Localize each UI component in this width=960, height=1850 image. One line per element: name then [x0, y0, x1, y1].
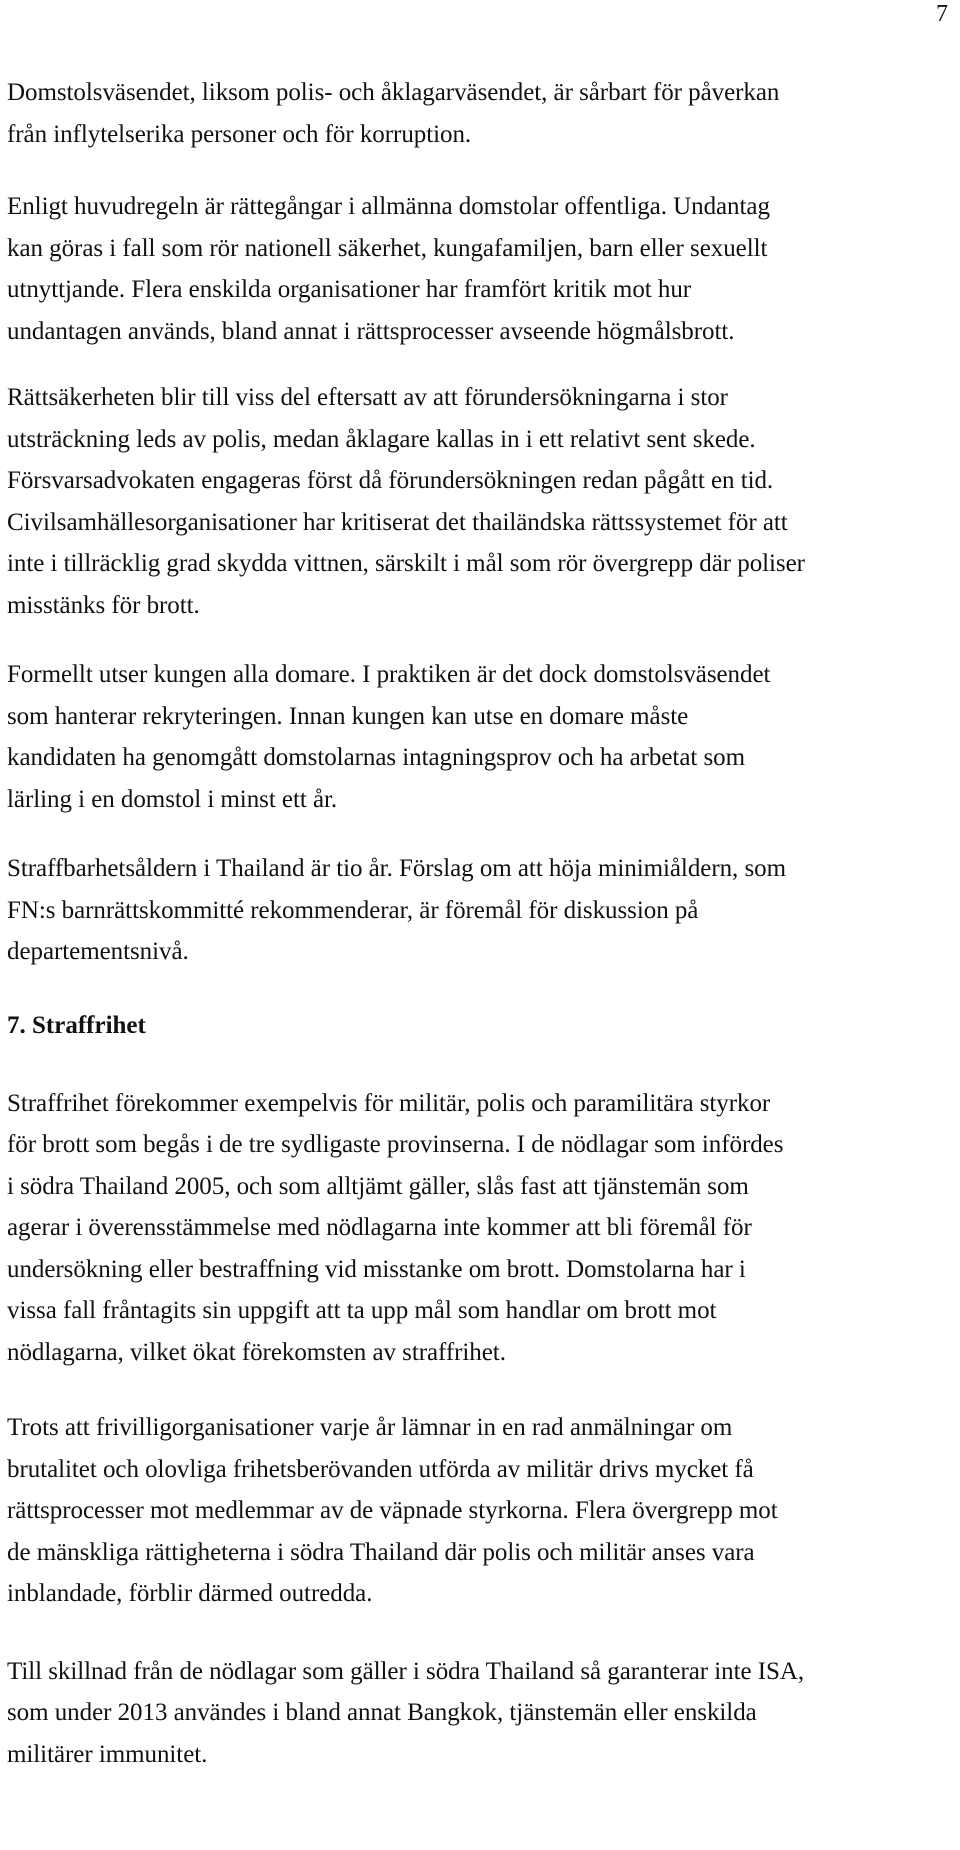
text-line: vissa fall fråntagits sin uppgift att ta upp mål som handlar om brott mot: [7, 1297, 717, 1324]
text-line: Straffbarhetsåldern i Thailand är tio år. Förslag om att höja minimiåldern, som: [7, 855, 786, 882]
page-number: 7: [936, 1, 948, 27]
text-line: Till skillnad från de nödlagar som gäller i södra Thailand så garanterar inte ISA,: [7, 1657, 805, 1685]
text-line: kan göras i fall som rör nationell säkerhet, kungafamiljen, barn eller sexuellt: [7, 234, 768, 262]
text-line: som hanterar rekryteringen. Innan kungen kan utse en domare måste: [7, 702, 689, 730]
paragraph-ngo-reports: [7, 1407, 952, 1615]
text-line: Trots att frivilligorganisationer varje år lämnar in en rad anmälningar om: [7, 1414, 733, 1441]
text-line: från inflytelserika personer och för korruption.: [7, 120, 472, 148]
paragraph-public-trials: [7, 186, 952, 352]
paragraph-judges: [7, 654, 952, 820]
paragraph-impunity-south: [7, 1083, 952, 1374]
paragraph-corruption: [7, 72, 952, 155]
text-line: Formellt utser kungen alla domare. I praktiken är det dock domstolsväsendet: [7, 661, 771, 688]
text-line: som under 2013 användes i bland annat Bangkok, tjänstemän eller enskilda: [7, 1699, 757, 1726]
text-line: Rättsäkerheten blir till viss del eftersatt av att förundersökningarna i stor: [7, 384, 728, 411]
text-line: för brott som begås i de tre sydligaste provinserna. I de nödlagar som infördes: [7, 1131, 784, 1158]
text-line: FN:s barnrättskommitté rekommenderar, är föremål för diskussion på: [7, 896, 699, 924]
text-line: rättsprocesser mot medlemmar av de väpnade styrkorna. Flera övergrepp mot: [7, 1497, 778, 1524]
section-heading: 7. Straffrihet: [7, 1011, 146, 1039]
text-line: departementsnivå.: [7, 938, 189, 965]
text-line: i södra Thailand 2005, och som alltjämt gäller, slås fast att tjänstemän som: [7, 1172, 749, 1200]
text-line: de mänskliga rättigheterna i södra Thailand där polis och militär anses vara: [7, 1538, 755, 1566]
text-line: militärer immunitet.: [7, 1740, 208, 1768]
text-line: nödlagarna, vilket ökat förekomsten av straffrihet.: [7, 1338, 506, 1366]
paragraph-legal-certainty: [7, 377, 952, 626]
paragraph-age-of-criminal-responsibility: [7, 848, 952, 973]
paragraph-isa: [7, 1651, 952, 1776]
text-line: Civilsamhällesorganisationer har kritiserat det thailändska rättssystemet för att: [7, 508, 788, 536]
text-line: undantagen används, bland annat i rättsprocesser avseende högmålsbrott.: [7, 317, 735, 345]
text-line: Domstolsväsendet, liksom polis- och åklagarväsendet, är sårbart för påverkan: [7, 79, 780, 106]
text-line: utsträckning leds av polis, medan åklagare kallas in i ett relativt sent skede.: [7, 425, 756, 453]
text-line: undersökning eller bestraffning vid misstanke om brott. Domstolarna har i: [7, 1255, 746, 1283]
text-line: brutalitet och olovliga frihetsberövanden utförda av militär drivs mycket få: [7, 1455, 754, 1483]
text-line: lärling i en domstol i minst ett år.: [7, 785, 338, 813]
text-line: inte i tillräcklig grad skydda vittnen, särskilt i mål som rör övergrepp där poliser: [7, 550, 805, 577]
text-line: inblandade, förblir därmed outredda.: [7, 1580, 373, 1607]
text-line: Försvarsadvokaten engageras först då förundersökningen redan pågått en tid.: [7, 467, 774, 494]
text-line: utnyttjande. Flera enskilda organisationer har framfört kritik mot hur: [7, 276, 692, 303]
text-line: Straffrihet förekommer exempelvis för militär, polis och paramilitära styrkor: [7, 1089, 771, 1117]
document-body: [7, 72, 952, 1775]
text-line: Enligt huvudregeln är rättegångar i allmänna domstolar offentliga. Undantag: [7, 193, 770, 220]
text-line: kandidaten ha genomgått domstolarnas intagningsprov och ha arbetat som: [7, 744, 745, 771]
text-line: misstänks för brott.: [7, 591, 200, 619]
text-line: agerar i överensstämmelse med nödlagarna inte kommer att bli föremål för: [7, 1214, 752, 1241]
